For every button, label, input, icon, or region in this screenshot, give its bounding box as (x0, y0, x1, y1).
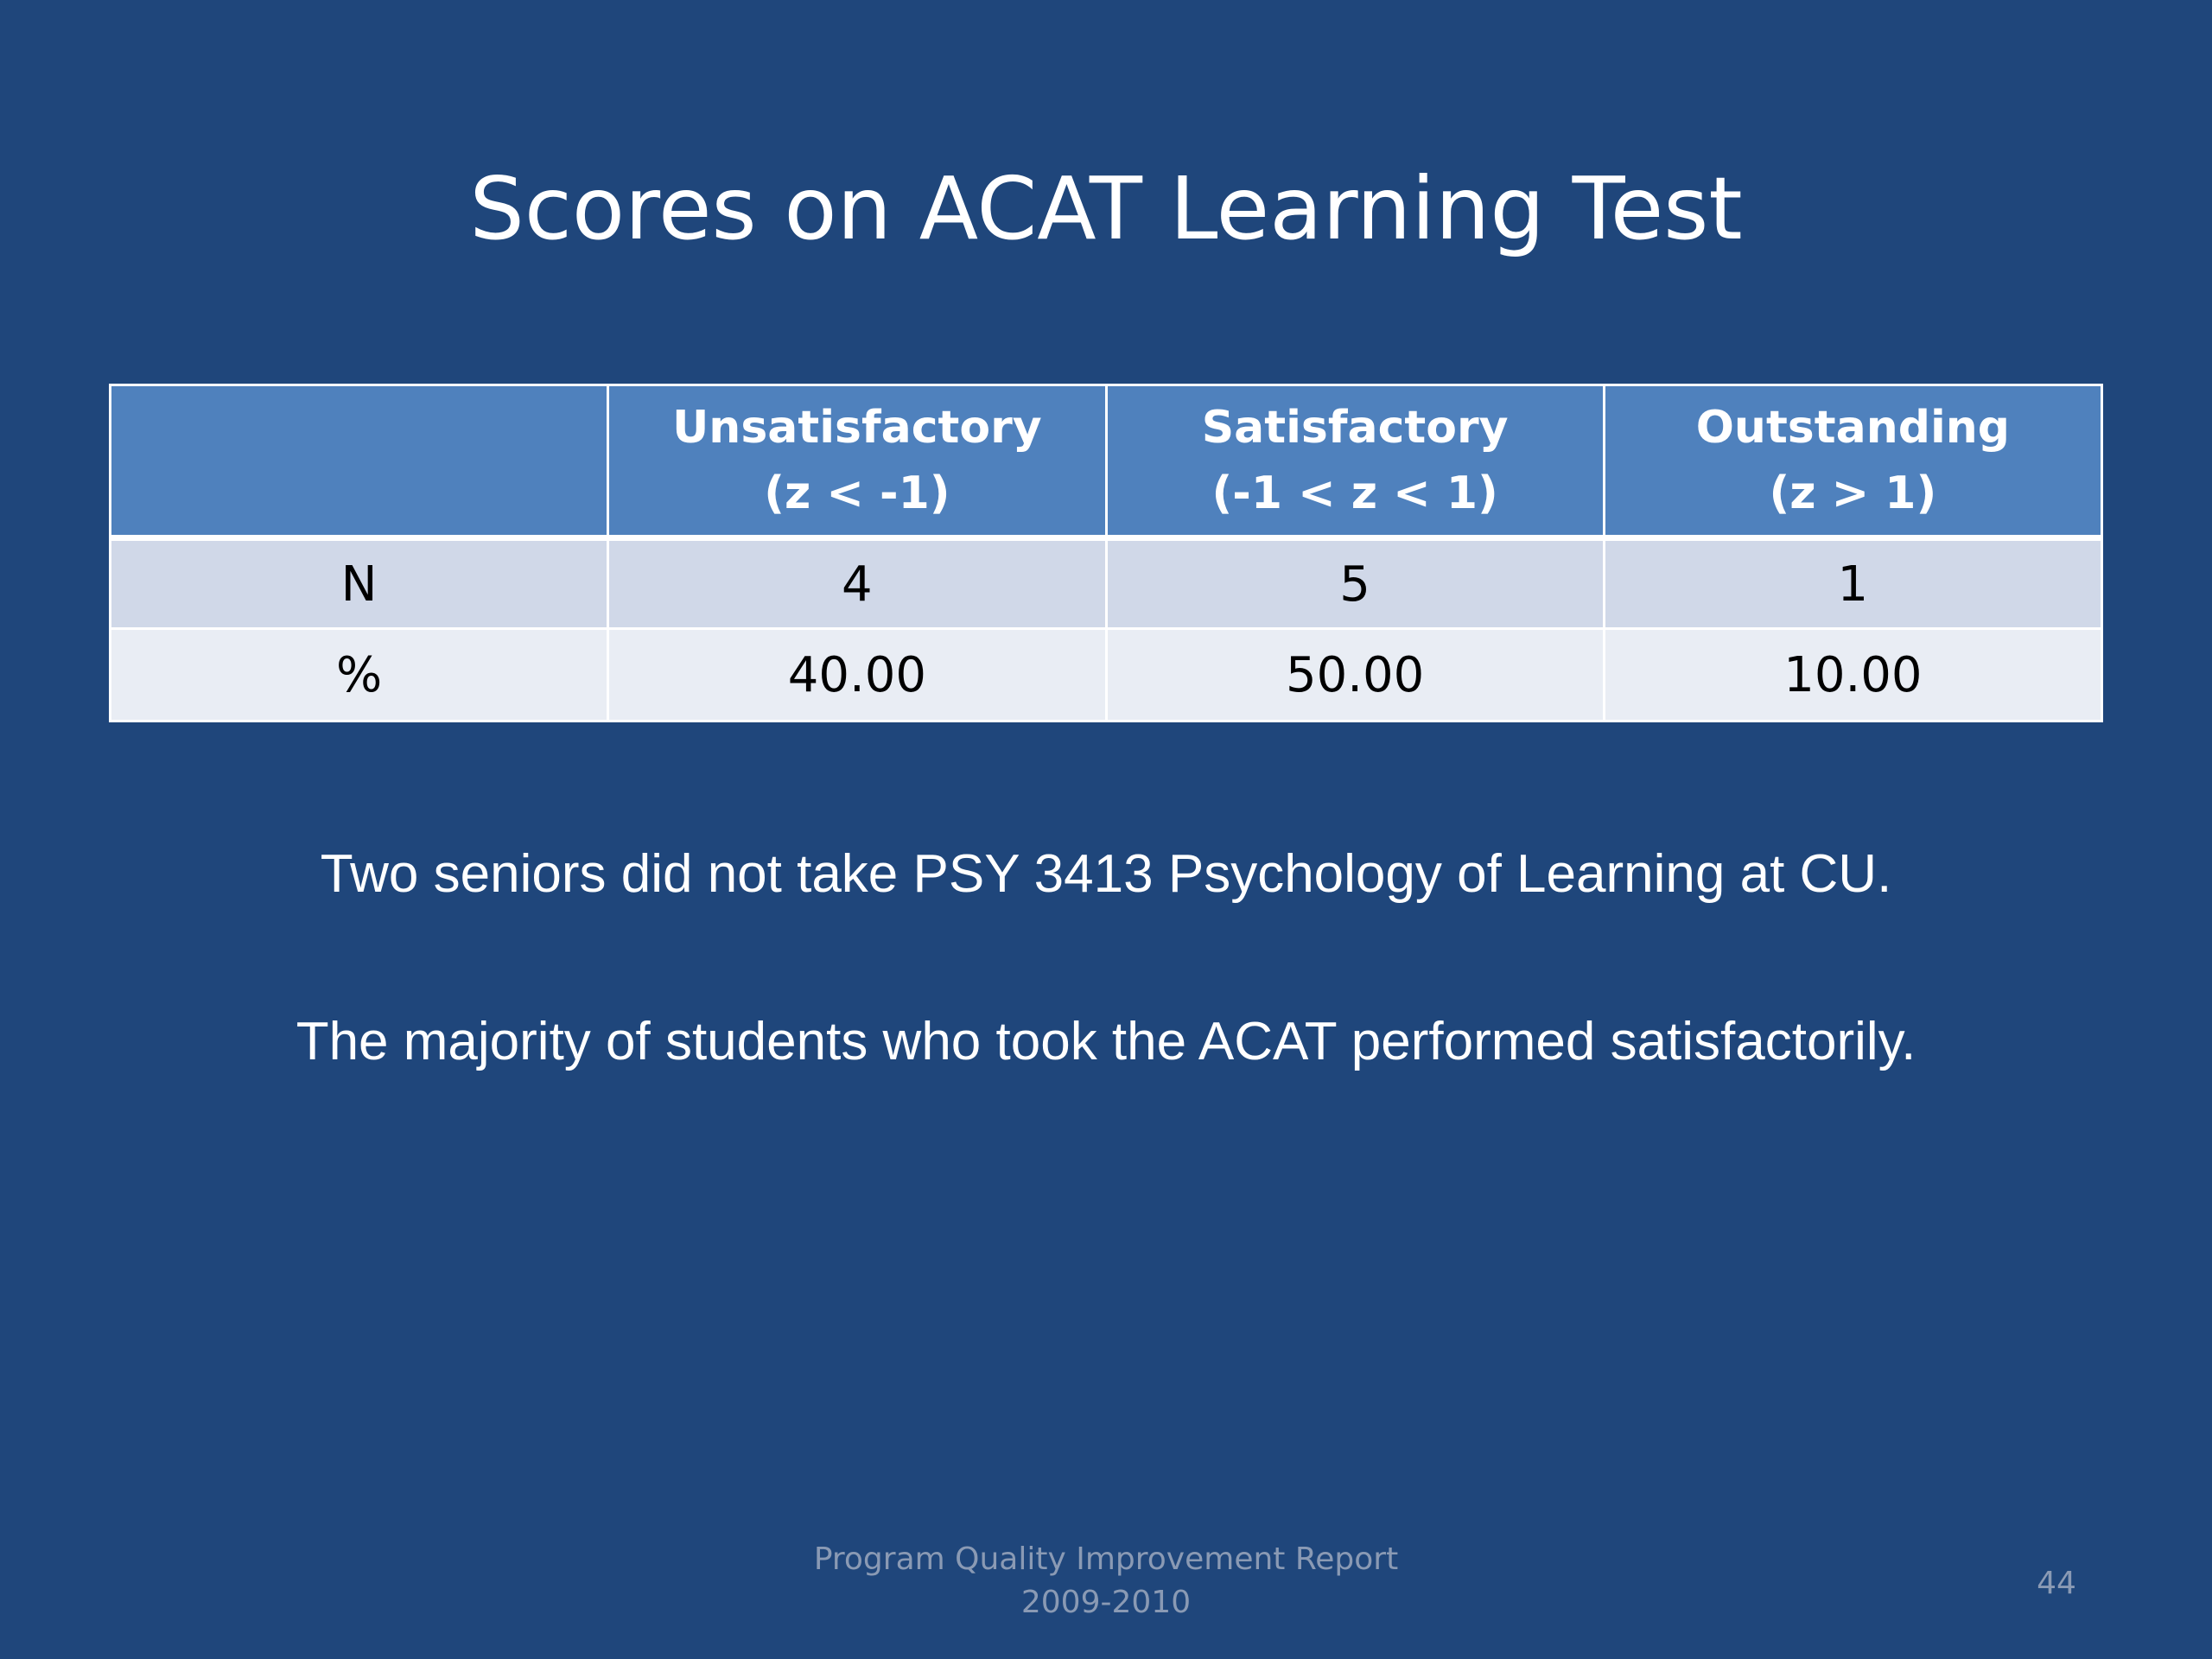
scores-table (109, 384, 2103, 722)
note-majority: The majority of students who took the ACAT performed satisfactorily. (296, 1012, 1916, 1071)
row-label: N (111, 538, 608, 629)
table-header-row (111, 385, 2102, 538)
header-cell-outstanding (1604, 385, 2101, 538)
header-range: (z < -1) (764, 467, 950, 519)
row-label: % (111, 629, 608, 721)
header-label: Outstanding (1695, 402, 2011, 454)
header-cell-unsatisfactory (608, 385, 1106, 538)
slide-footer (0, 1538, 2212, 1624)
table-row-n (111, 538, 2102, 629)
header-cell-satisfactory (1106, 385, 1604, 538)
table-cell: 1 (1604, 538, 2101, 629)
slide-title: Scores on ACAT Learning Test (469, 158, 1743, 259)
table-cell: 5 (1106, 538, 1604, 629)
table-cell: 40.00 (608, 629, 1106, 721)
table-cell: 50.00 (1106, 629, 1604, 721)
header-range: (z > 1) (1769, 467, 1937, 519)
header-label: Satisfactory (1201, 402, 1509, 454)
footer-year: 2009-2010 (1020, 1585, 1192, 1620)
table-cell: 10.00 (1604, 629, 2101, 721)
header-label: Unsatisfactory (672, 402, 1042, 454)
table-cell: 4 (608, 538, 1106, 629)
footer-report-title: Program Quality Improvement Report (813, 1541, 1399, 1577)
header-cell-empty (111, 385, 608, 538)
slide-number: 44 (2037, 1566, 2076, 1601)
table-row-percent (111, 629, 2102, 721)
note-seniors: Two seniors did not take PSY 3413 Psychology of Learning at CU. (320, 844, 1892, 904)
header-range: (-1 < z < 1) (1211, 467, 1498, 519)
